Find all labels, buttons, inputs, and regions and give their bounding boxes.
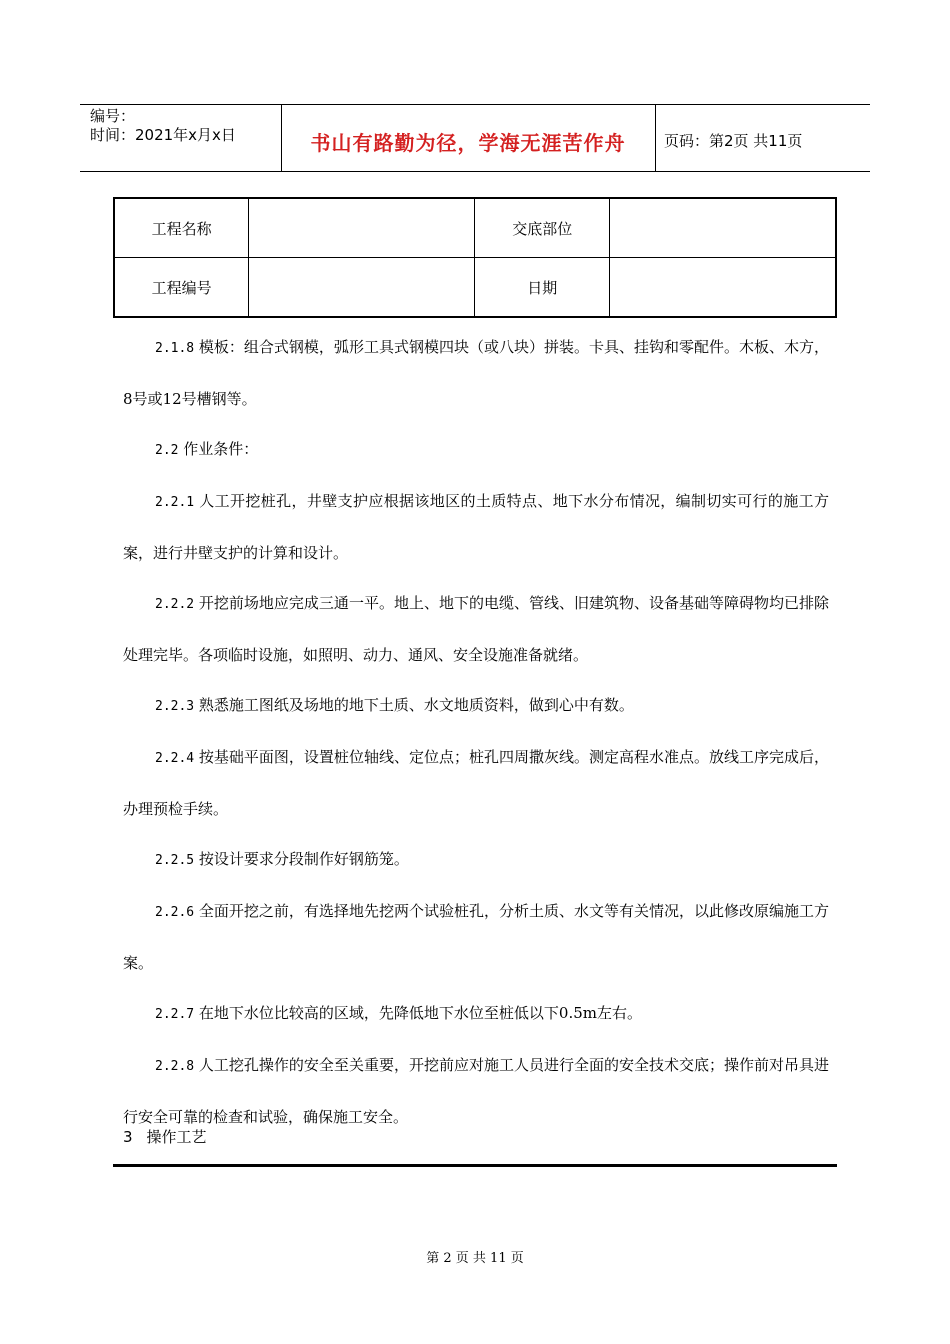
clause-number: 2.2.4 bbox=[155, 751, 195, 766]
project-number-label: 工程编号 bbox=[114, 258, 249, 318]
paragraph bbox=[123, 834, 829, 886]
clause-number: 2.2.1 bbox=[155, 495, 195, 510]
clause-text: 按设计要求分段制作好钢筋笼。 bbox=[198, 850, 409, 868]
header-bottom-rule bbox=[80, 171, 870, 172]
project-name-value bbox=[249, 198, 475, 258]
document-number-label: 编号： bbox=[90, 107, 136, 125]
paragraph bbox=[123, 680, 829, 732]
table-row bbox=[114, 198, 836, 258]
header-page-label: 页码：第2页 共11页 bbox=[664, 132, 803, 150]
date-label: 日期 bbox=[475, 258, 610, 318]
date-value bbox=[610, 258, 836, 318]
clause-text: 按基础平面图，设置桩位轴线、定位点；桩孔四周撒灰线。测定高程水准点。放线工序完成后，办理预检手续。 bbox=[123, 748, 829, 818]
disclosure-part-value bbox=[610, 198, 836, 258]
project-info-table bbox=[113, 197, 837, 318]
header-divider bbox=[655, 104, 656, 172]
paragraph bbox=[123, 886, 829, 988]
project-name-label: 工程名称 bbox=[114, 198, 249, 258]
paragraph bbox=[123, 732, 829, 834]
document-body bbox=[123, 322, 829, 1142]
project-number-value bbox=[249, 258, 475, 318]
clause-number: 2.2.7 bbox=[155, 1007, 195, 1022]
page-footer: 第 2 页 共 11 页 bbox=[426, 1251, 524, 1266]
clause-text: 模板：组合式钢模，弧形工具式钢模四块（或八块）拼装。卡具、挂钩和零配件。木板、木方，8号或12号槽钢等。 bbox=[123, 338, 829, 408]
header-top-rule bbox=[80, 104, 870, 105]
clause-text: 熟悉施工图纸及场地的地下土质、水文地质资料，做到心中有数。 bbox=[198, 696, 634, 714]
section-rule bbox=[113, 1164, 837, 1167]
paragraph bbox=[123, 988, 829, 1040]
clause-number: 2.2.5 bbox=[155, 853, 195, 868]
section-heading bbox=[123, 1126, 207, 1147]
clause-number: 2.2.2 bbox=[155, 597, 195, 612]
clause-text: 作业条件： bbox=[183, 440, 259, 458]
paragraph bbox=[123, 578, 829, 680]
header-meta bbox=[90, 107, 236, 145]
clause-number: 2.2.8 bbox=[155, 1059, 195, 1074]
clause-number: 2.1.8 bbox=[155, 341, 195, 356]
table-row bbox=[114, 258, 836, 318]
document-time-label: 时间：2021年x月x日 bbox=[90, 126, 236, 144]
paragraph bbox=[123, 322, 829, 424]
paragraph bbox=[123, 424, 829, 476]
paragraph bbox=[123, 1040, 829, 1142]
clause-text: 人工开挖桩孔，井壁支护应根据该地区的土质特点、地下水分布情况，编制切实可行的施工方案，进行井壁支护的计算和设计。 bbox=[123, 492, 829, 562]
section-title: 操作工艺 bbox=[146, 1128, 207, 1146]
header-motto: 书山有路勤为径，学海无涯苦作舟 bbox=[310, 131, 626, 155]
clause-text: 在地下水位比较高的区域，先降低地下水位至桩低以下0.5m左右。 bbox=[198, 1004, 643, 1022]
clause-text: 人工挖孔操作的安全至关重要，开挖前应对施工人员进行全面的安全技术交底；操作前对吊具进行安全可靠的检查和试验，确保施工安全。 bbox=[123, 1056, 829, 1126]
clause-number: 2.2.3 bbox=[155, 699, 195, 714]
clause-text: 全面开挖之前，有选择地先挖两个试验桩孔，分析土质、水文等有关情况，以此修改原编施工方案。 bbox=[123, 902, 829, 972]
clause-text: 开挖前场地应完成三通一平。地上、地下的电缆、管线、旧建筑物、设备基础等障碍物均已排除处理完毕。各项临时设施，如照明、动力、通风、安全设施准备就绪。 bbox=[123, 594, 829, 664]
section-number: 3 bbox=[123, 1128, 133, 1146]
disclosure-part-label: 交底部位 bbox=[475, 198, 610, 258]
clause-number: 2.2 bbox=[155, 443, 179, 458]
paragraph bbox=[123, 476, 829, 578]
clause-number: 2.2.6 bbox=[155, 905, 195, 920]
